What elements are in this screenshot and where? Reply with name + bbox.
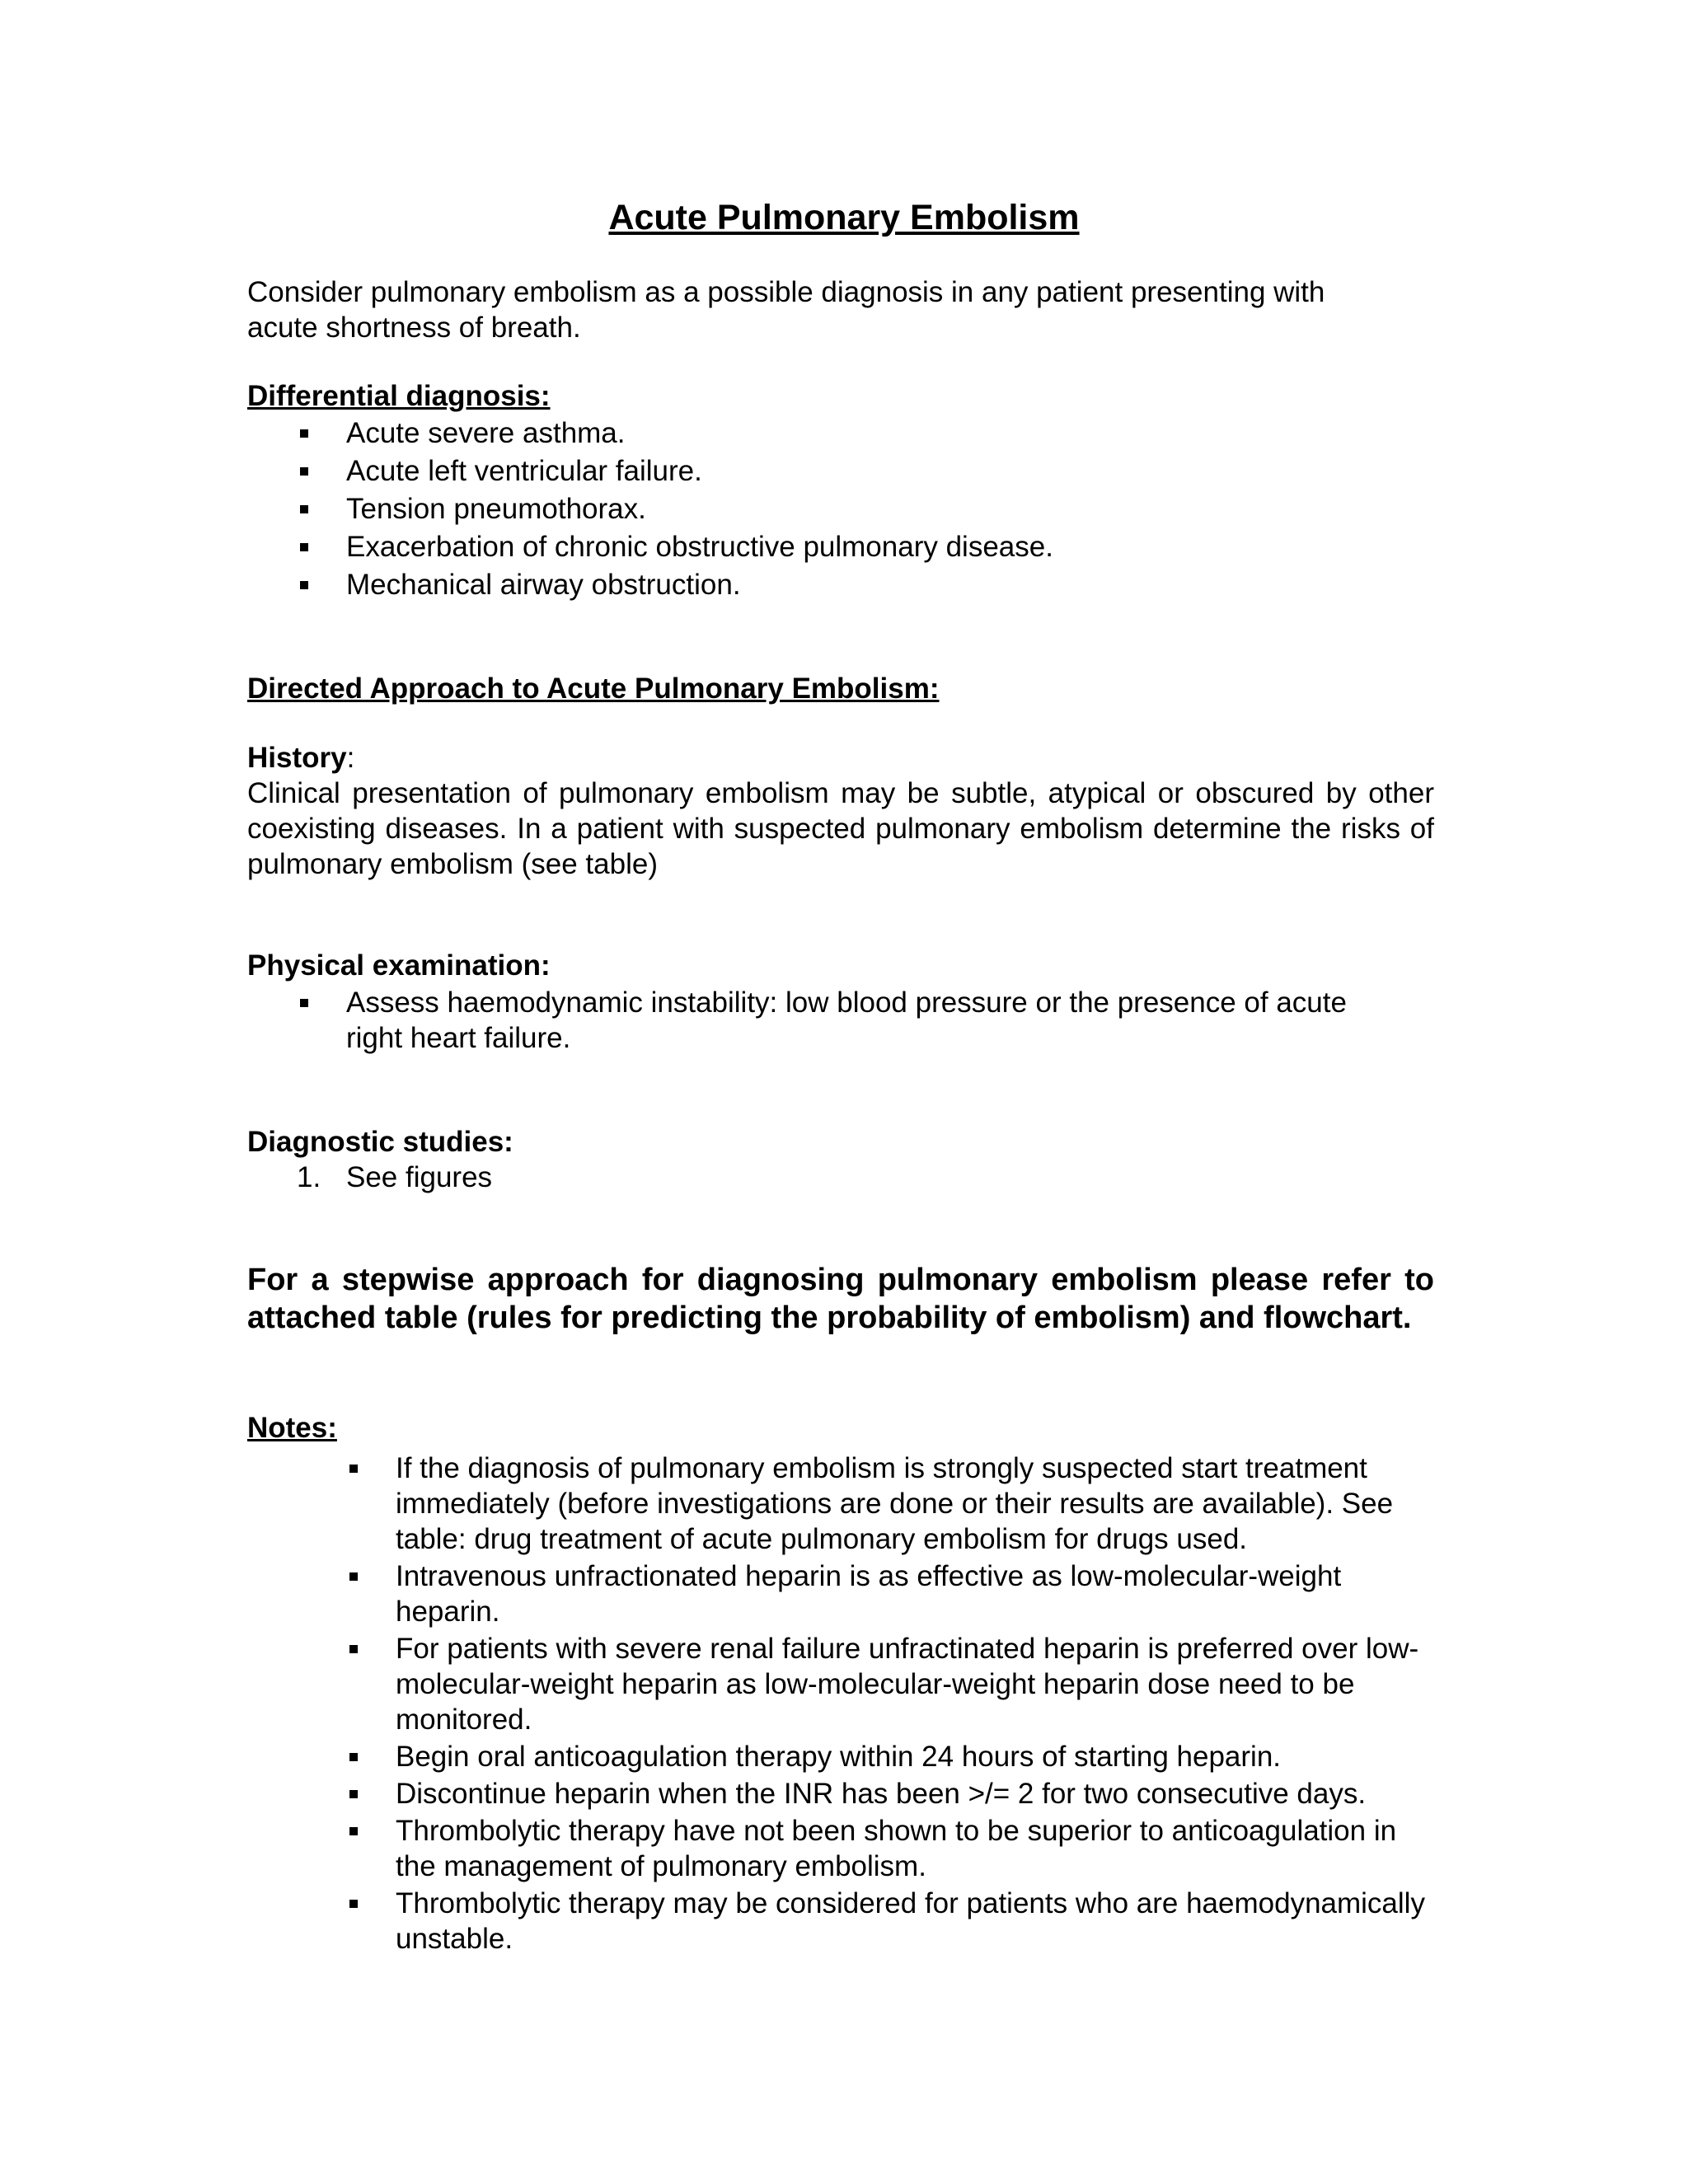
stepwise-paragraph: For a stepwise approach for diagnosing pulmonary embolism please refer to attached table (rules for predicting the probability of embolism) and flowchart. (247, 1263, 1434, 1335)
page-title: Acute Pulmonary Embolism (608, 198, 1080, 237)
differential-section (247, 378, 1434, 602)
list-item: Acute severe asthma. (247, 415, 1434, 451)
list-item: Begin oral anticoagulation therapy within 24 hours of starting heparin. (247, 1739, 1426, 1774)
stepwise-section (247, 1261, 1434, 1337)
list-item: Tension pneumothorax. (247, 491, 1434, 527)
list-item: Assess haemodynamic instability: low blood pressure or the presence of acute right heart failure. (247, 985, 1434, 1056)
physical-section (247, 948, 1434, 1056)
list-item: Thrombolytic therapy may be considered for patients who are haemodynamically unstable. (247, 1886, 1426, 1957)
list-item: For patients with severe renal failure unfractinated heparin is preferred over low-molecular-weight heparin as low-molecular-weight heparin dose need to be monitored. (247, 1631, 1426, 1737)
list-item: Mechanical airway obstruction. (247, 567, 1434, 602)
notes-list (247, 1451, 1434, 1957)
history-label: History (247, 742, 347, 774)
physical-list (247, 985, 1434, 1056)
diagnostic-heading: Diagnostic studies: (247, 1126, 513, 1158)
physical-heading: Physical examination: (247, 949, 551, 982)
diagnostic-section (247, 1124, 1434, 1195)
notes-section (247, 1410, 1434, 1957)
notes-heading: Notes: (247, 1412, 337, 1444)
list-number: 1. (297, 1161, 321, 1193)
intro-paragraph: Consider pulmonary embolism as a possible diagnosis in any patient presenting with acute shortness of breath. (247, 276, 1325, 344)
history-label-line (247, 740, 1434, 776)
list-item: Acute left ventricular failure. (247, 453, 1434, 489)
list-item: Exacerbation of chronic obstructive pulmonary disease. (247, 529, 1434, 565)
history-colon: : (346, 742, 355, 774)
list-item: If the diagnosis of pulmonary embolism is strongly suspected start treatment immediately (before investigations are done or their results are available). See table: drug treatment of acute pulmonary embolism for drugs used. (247, 1451, 1426, 1557)
list-item: Intravenous unfractionated heparin is as effective as low-molecular-weight heparin. (247, 1558, 1426, 1629)
list-item (247, 1160, 1434, 1195)
history-section (247, 740, 1434, 882)
intro-section (247, 274, 1434, 345)
differential-list (247, 415, 1434, 602)
directed-section (247, 671, 1434, 706)
history-text: Clinical presentation of pulmonary embolism may be subtle, atypical or obscured by other coexisting diseases. In a patient with suspected pulmonary embolism determine the risks of pulmonary embolism (see table) (247, 777, 1434, 880)
list-item-text: See figures (346, 1161, 493, 1193)
directed-heading: Directed Approach to Acute Pulmonary Embolism: (247, 673, 940, 705)
list-item: Discontinue heparin when the INR has been >/= 2 for two consecutive days. (247, 1776, 1426, 1811)
diagnostic-list (247, 1160, 1434, 1195)
differential-heading: Differential diagnosis: (247, 380, 551, 412)
list-item: Thrombolytic therapy have not been shown to be superior to anticoagulation in the management of pulmonary embolism. (247, 1813, 1426, 1884)
